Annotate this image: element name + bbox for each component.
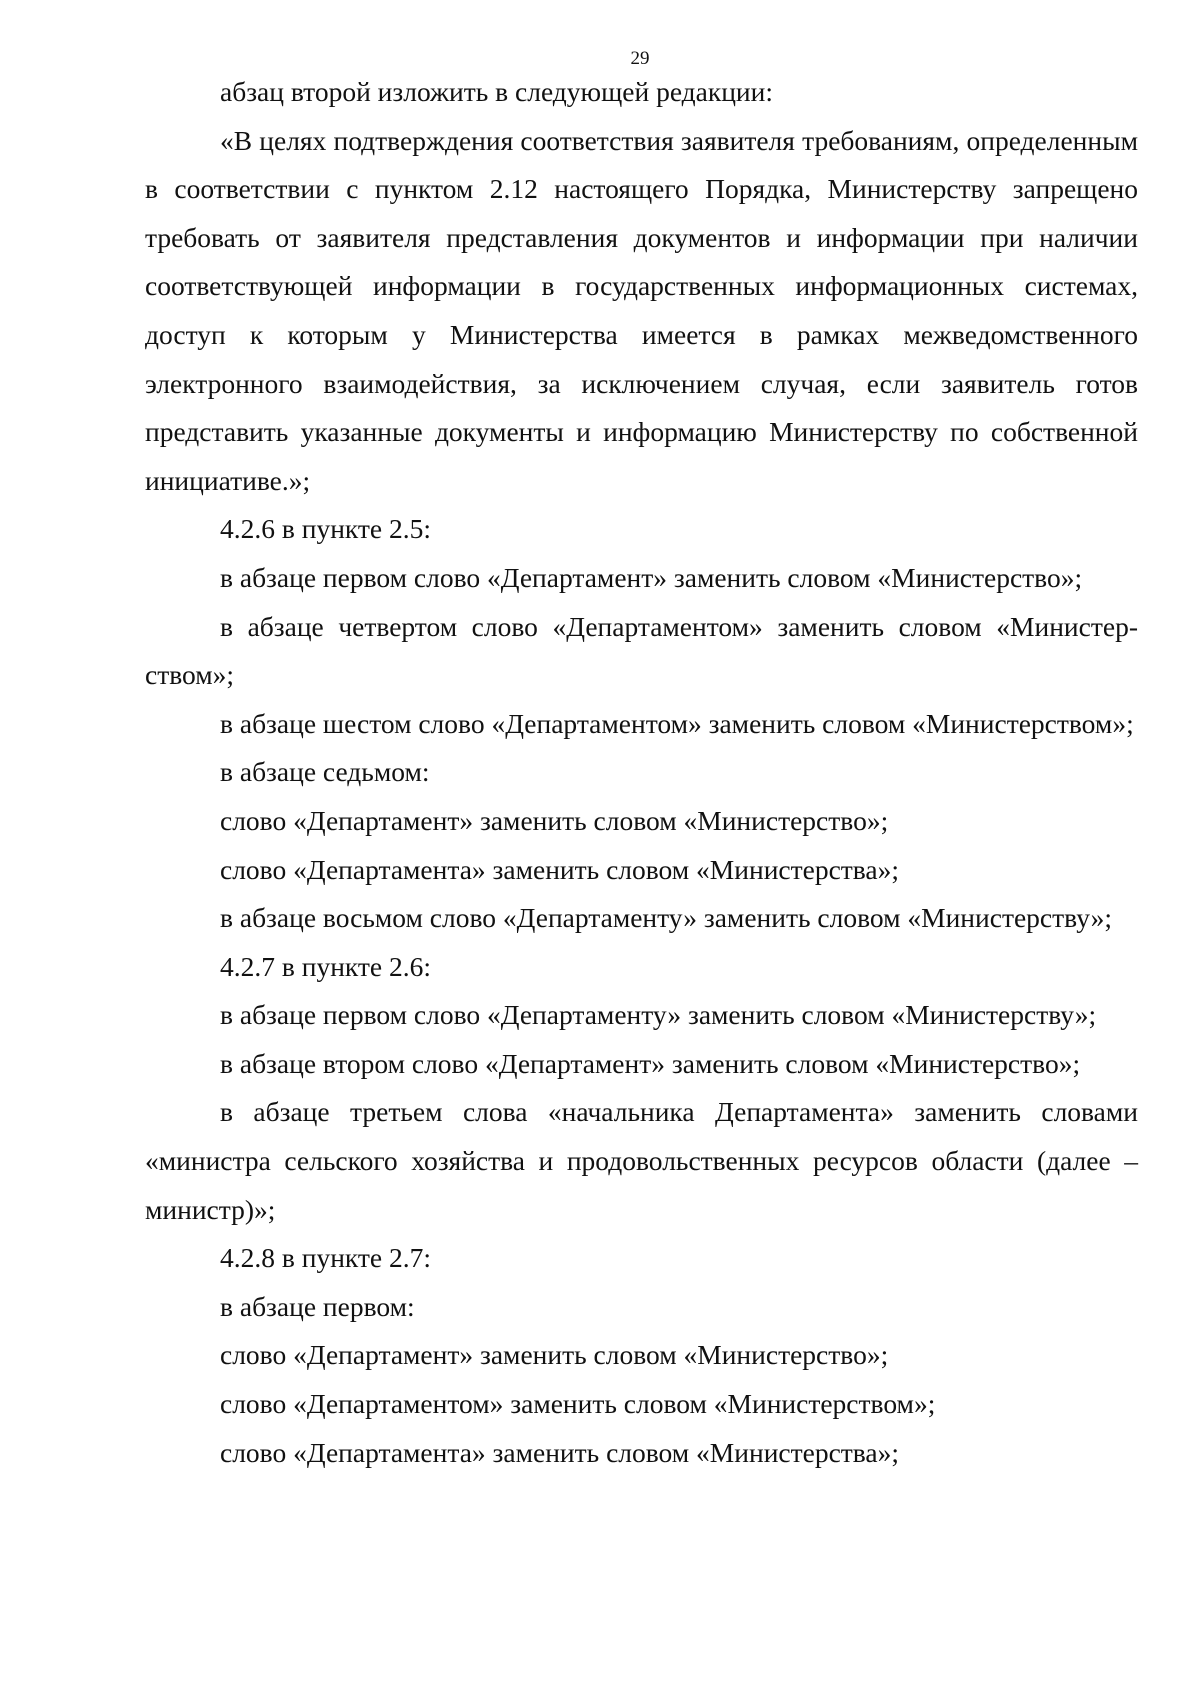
paragraph-9: слово «Департамента» заменить словом «Министерства»; xyxy=(220,853,900,885)
document-body xyxy=(145,68,1138,1477)
paragraph-12: в абзаце первом слово «Департаменту» заменить словом «Министерству»; xyxy=(220,999,1097,1031)
paragraph-15: 4.2.8 в пункте 2.7: xyxy=(220,1242,432,1274)
paragraph-14: в абзаце третьем слова «начальника Департамента» заменить словами «министра сельского хозяйства и продовольственных ресурсов области (далее – министр)»; xyxy=(145,1096,1138,1225)
paragraph-18: слово «Департаментом» заменить словом «Министерством»; xyxy=(220,1388,936,1420)
paragraph-16: в абзаце первом: xyxy=(220,1290,415,1322)
paragraph-11: 4.2.7 в пункте 2.6: xyxy=(220,950,432,982)
page-number: 29 xyxy=(630,48,650,69)
paragraph-3: 4.2.6 в пункте 2.5: xyxy=(220,513,432,545)
paragraph-6: в абзаце шестом слово «Департаментом» заменить словом «Министерством»; xyxy=(220,707,1134,739)
paragraph-10: в абзаце восьмом слово «Департаменту» заменить словом «Министерству»; xyxy=(220,902,1113,934)
paragraph-2: «В целях подтверждения соответствия заявителя требованиям, определенным в соответствии с пунктом 2.12 настоящего Порядка, Министерству запрещено требовать от заявителя представления документов и информации при наличии соответствующей информации в государственных информационных системах, доступ к которым у Министерства имеется в рамках межведомственного электронного взаимодействия, за исключением случая, если заявитель готов представить указанные документы и информацию Министерству по собственной инициативе.»; xyxy=(145,124,1138,496)
paragraph-4: в абзаце первом слово «Департамент» заменить словом «Министерство»; xyxy=(220,561,1083,593)
paragraph-13: в абзаце втором слово «Департамент» заменить словом «Министерство»; xyxy=(220,1047,1081,1079)
paragraph-5: в абзаце четвертом слово «Департаментом» заменить словом «Министерством»; xyxy=(145,610,1138,691)
paragraph-7: в абзаце седьмом: xyxy=(220,756,430,788)
paragraph-1: абзац второй изложить в следующей редакции: xyxy=(220,76,774,107)
paragraph-17: слово «Департамент» заменить словом «Министерство»; xyxy=(220,1339,889,1371)
paragraph-19: слово «Департамента» заменить словом «Министерства»; xyxy=(220,1436,900,1468)
paragraph-8: слово «Департамент» заменить словом «Министерство»; xyxy=(220,804,889,836)
